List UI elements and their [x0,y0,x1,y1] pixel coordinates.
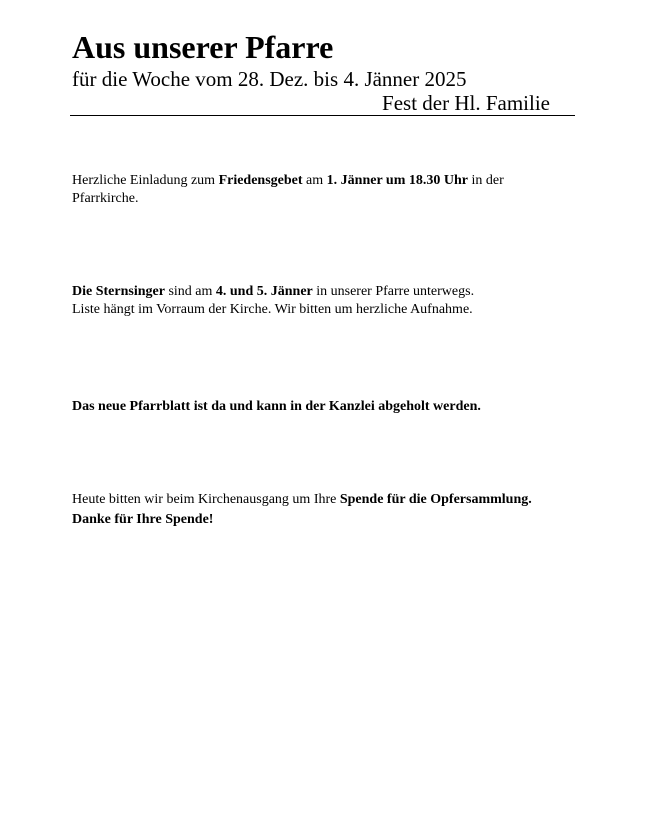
starsingers-text-2: in unserer Pfarre unterwegs. [312,284,475,299]
newsletter-text: Das neue Pfarrblatt ist da und kann in der Kanzlei abgeholt werden. [72,399,481,414]
prayer-datetime: 1. Jänner um 18.30 Uhr [326,173,468,188]
prayer-text-2: am [302,173,327,188]
prayer-text-1: Herzliche Einladung zum [72,173,219,188]
prayer-event: Friedensgebet [218,173,303,188]
prayer-text-3: in der Pfarrkirche. [72,173,504,206]
announcement-starsingers [72,283,572,319]
collection-thanks: Danke für Ihre Spende! [72,512,214,527]
announcement-collection [72,490,572,530]
announcement-prayer [72,172,572,208]
starsingers-line-2: Liste hängt im Vorraum der Kirche. Wir bitten um herzliche Aufnahme. [72,302,473,317]
week-subtitle: für die Woche vom 28. Dez. bis 4. Jänner 2025 [72,67,467,91]
header-divider [70,115,575,116]
collection-purpose: Spende für die Opfersammlung. [339,492,532,507]
feast-name: Fest der Hl. Familie [382,91,550,115]
announcement-newsletter [72,398,572,416]
collection-text-1: Heute bitten wir beim Kirchenausgang um Ihre [72,492,340,507]
page-title: Aus unserer Pfarre [72,29,334,65]
starsingers-text-1: sind am [164,284,216,299]
starsingers-dates: 4. und 5. Jänner [215,284,313,299]
starsingers-title: Die Sternsinger [72,284,165,299]
